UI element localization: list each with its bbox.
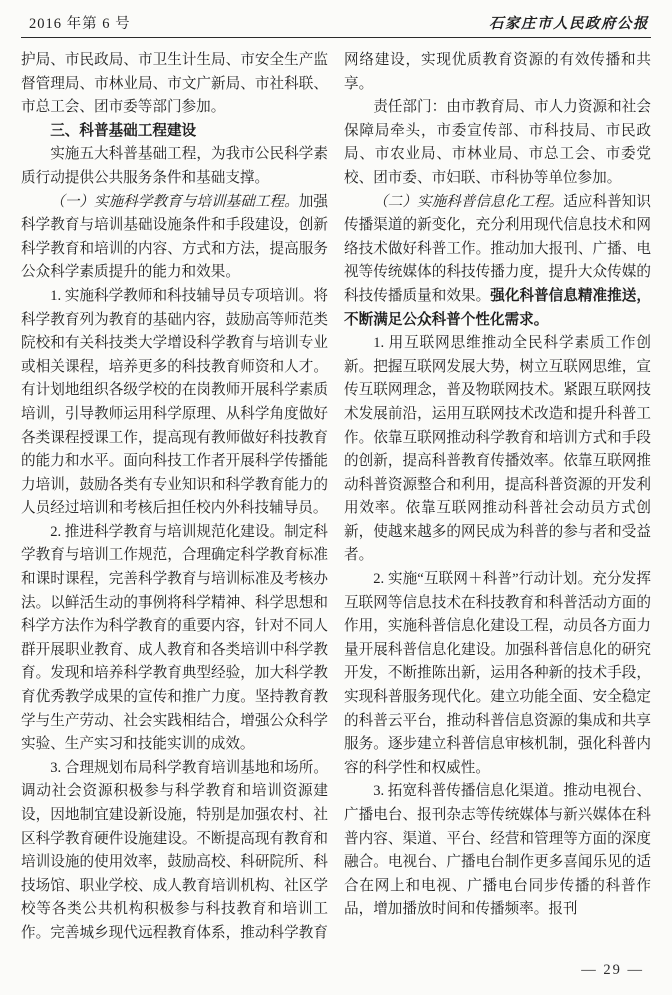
page-number: — 29 — xyxy=(581,962,644,978)
paragraph-item-1b xyxy=(344,332,651,568)
page-header xyxy=(21,15,651,38)
text-run: 2. 实施“互联网＋科普”行动计划。充分发挥互联网等信息技术在科技教育和科普活动方面的作用，实施科普信息化建设工程，动员各方面力量开展科普信息化建设。加强科普信息化的研究开发，不断推陈出新，运用各种新的技术手段，实现科普服务现代化。建立功能全面、安全稳定的科普云平台，推动科普信息资源的集成和共享服务。逐步建立科普信息审核机制，强化科普内容的科学性和权威性。 xyxy=(344,571,651,776)
text-run: 2. 推进科学教育与培训规范化建设。制定科学教育与培训工作规范，合理确定科学教育标准和课时课程，完善科学教育与培训标准及考核办法。以鲜活生动的事例将科学精神、科学思想和科学方法作为科学教育的重要内容，针对不同人群开展职业教育、成人教育和各类培训中科学教育。发现和培养科学教育典型经验，加大科学教育优秀教学成果的宣传和推广力度。坚持教育教学与生产劳动、社会实践相结合，增强公众科学实验、生产实习和技能实训的成效。 xyxy=(21,523,328,753)
paragraph-intro xyxy=(21,143,328,190)
paragraph-item-3b xyxy=(344,780,651,922)
text-run: 实施五大科普基础工程，为我市公民科学素质行动提供公共服务条件和基础支撑。 xyxy=(21,146,328,186)
paragraph-item-2b xyxy=(344,568,651,780)
text-run: 1. 实施科学教师和科技辅导员专项培训。将科学教育列为教育的基础内容，鼓励高等师范类院校和有关科技类大学增设科学教育与培训专业或相关课程，培养更多的科技教育师资和人才。有计划地组织各级学校的在岗教师开展科学素质培训，引导教师运用科学原理、从科学角度做好各类课程授课工作，提高现有教师做好科技教育的能力和水平。面向科技工作者开展科学传播能力培训，鼓励各类有专业知识和科学教育能力的人员经过培训和考核后担任校内外科技辅导员。 xyxy=(21,287,328,517)
emphasis-run: 强化科普信息精准推送，不断满足公众科普个性化需求。 xyxy=(344,287,651,328)
text-run: 3. 拓宽科普传播信息化渠道。推动电视台、广播电台、报刊杂志等传统媒体与新兴媒体在科普内容、渠道、平台、经营和管理等方面的深度融合。电视台、广播电台制作更多喜闻乐见的适合在网上和电视、广播电台同步传播的科普作品，增加播放时间和传播频率。报刊 xyxy=(344,783,651,918)
paragraph-continuation xyxy=(21,49,328,120)
gazette-title: 石家庄市人民政府公报 xyxy=(489,16,649,32)
paragraph-subsection-2 xyxy=(344,191,651,333)
text-run: 加强科学教育与培训基础设施条件和手段建设，创新科学教育和培训的内容、方式和方法，提高服务公众科学素质提升的能力和效果。 xyxy=(21,193,328,281)
text-run: 三、科普基础工程建设 xyxy=(50,122,197,139)
text-run: 护局、市民政局、市卫生计生局、市安全生产监督管理局、市林业局、市文广新局、市社科联、市总工会、团市委等部门参加。 xyxy=(21,52,328,116)
section-heading xyxy=(21,120,328,144)
paragraph-subsection-1 xyxy=(21,191,328,285)
issue-number: 2016 年第 6 号 xyxy=(29,16,131,32)
paragraph-item-1 xyxy=(21,285,328,521)
paragraph-responsible-departments xyxy=(344,96,651,190)
text-run: 1. 用互联网思维推动全民科学素质工作创新。把握互联网发展大势，树立互联网思维，宣传互联网理念，普及物联网技术。紧跟互联网技术发展前沿，运用互联网技术改造和提升科普工作。依靠互联网推动科学教育和培训方式和手段的创新，提高科普教育传播效率。依靠互联网推动科普资源整合和利用，提高科普资源的开发利用效率。依靠互联网推动科普社会动员方式创新，使越来越多的网民成为科普的参与者和受益者。 xyxy=(344,335,651,564)
subsection-title-run: （一）实施科学教育与培训基础工程。 xyxy=(50,193,299,210)
paragraph-item-2 xyxy=(21,521,328,757)
text-run: 适应科普知识传播渠道的新变化，充分利用现代信息技术和网络技术做好科普工作。推动加大报刊、广播、电视等传统媒体的科技传播力度，提升大众传媒的科技传播质量和效果。 xyxy=(344,193,651,304)
text-run: 3. 合理规划布局科学教育培训基地和场所。调动社会资源积极参与科学教育和培训资源建设，因地制宜建设新设施，特别是加强农村、社区科学教育硬件设施建设。不断提高现有教育和培训设施的使用效率，鼓励高校、科研院所、科技场馆、职业学校、成人教育培训机构、社区学校等各类公共机构积极参与科技教育和培训工作。完善城乡现代远程教育体系，推动科学教育网络建设，实现优质教育资源的有效传播和共享。 xyxy=(21,52,651,941)
subsection-title-run: （二）实施科普信息化工程。 xyxy=(373,193,564,210)
text-run: 责任部门：由市教育局、市人力资源和社会保障局牵头，市委宣传部、市科技局、市民政局、市农业局、市林业局、市总工会、市委党校、团市委、市妇联、市科协等单位参加。 xyxy=(344,99,651,186)
document-body xyxy=(21,49,651,971)
